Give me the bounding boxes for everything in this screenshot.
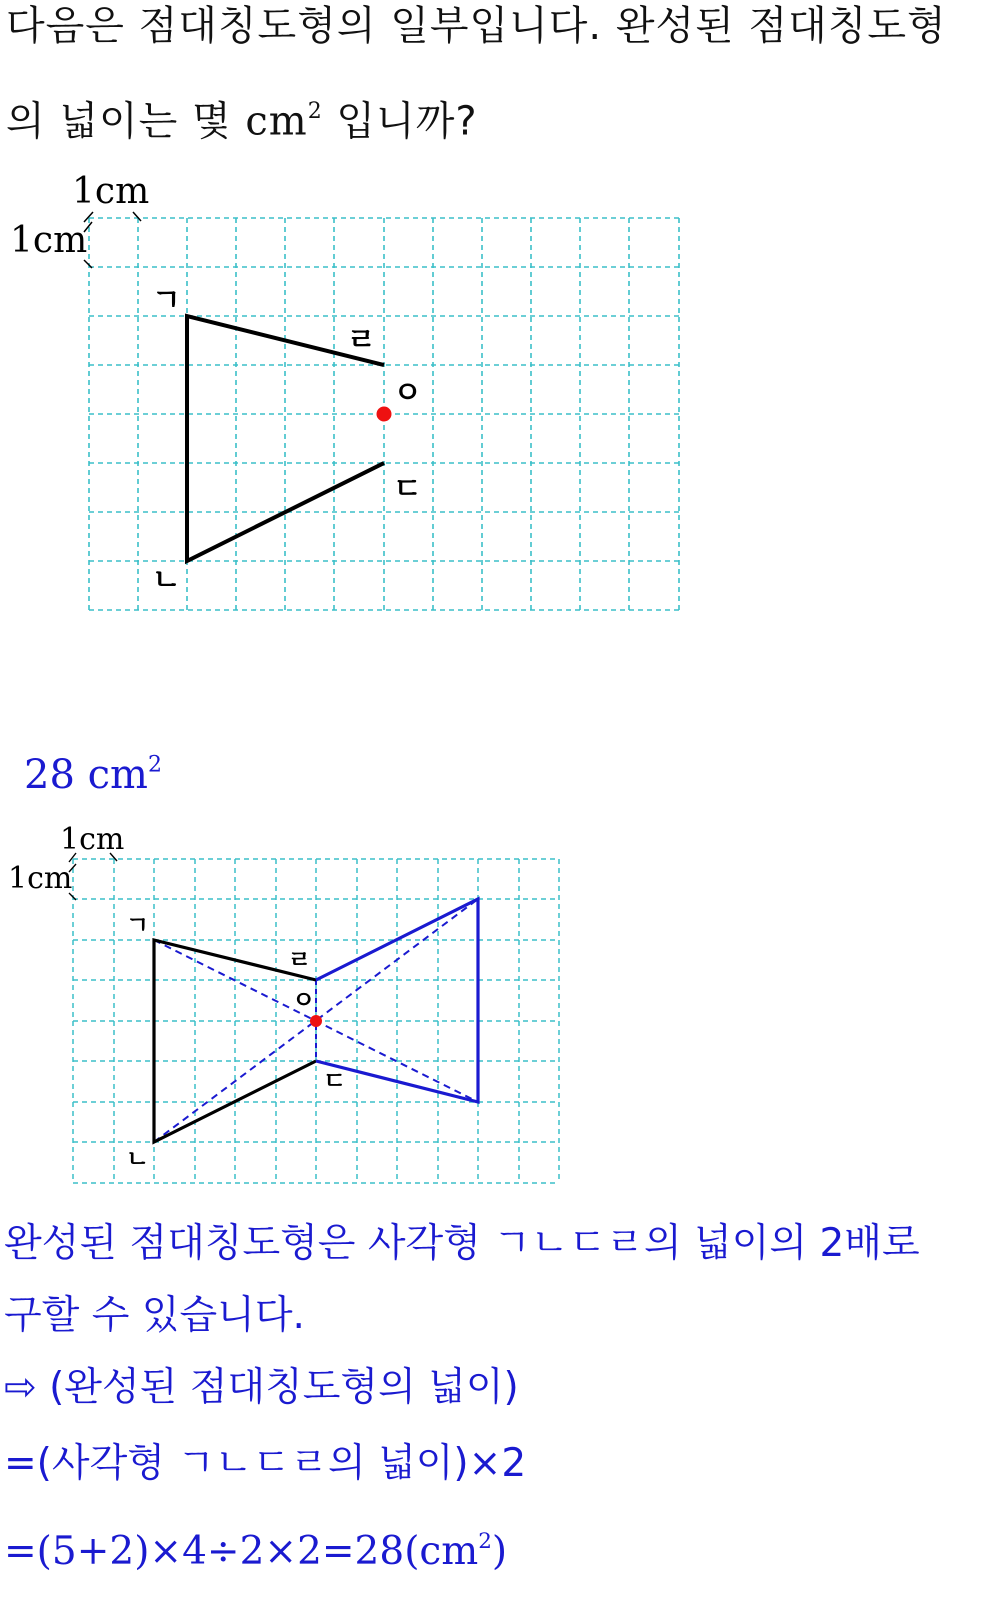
answer-exponent: 2 <box>147 752 162 778</box>
solution-close: ) <box>491 1529 508 1575</box>
vertex-label-o: ㅇ <box>393 376 422 411</box>
vertex-label-n: ㄴ <box>152 563 181 598</box>
unit-label-top: 1cm <box>60 822 125 857</box>
vertex-label-n: ㄴ <box>126 1145 150 1173</box>
solution-line-2: 구할 수 있습니다. <box>4 1293 305 1338</box>
question-line-2 <box>6 88 478 146</box>
vertex-label-g: ㄱ <box>152 283 181 318</box>
unit-label-left: 1cm <box>10 220 88 261</box>
unit-cm: cm <box>245 98 308 145</box>
figure-2-grid-diagram <box>0 820 600 1190</box>
unit-label-left: 1cm <box>8 861 73 896</box>
solution-line-4: =(사각형 ㄱㄴㄷㄹ의 넓이)×2 <box>4 1441 527 1486</box>
vertex-label-d: ㄷ <box>323 1067 347 1095</box>
question-suffix: 입니까? <box>322 98 478 145</box>
solution-line-3: ⇨ (완성된 점대칭도형의 넓이) <box>4 1365 519 1410</box>
solution-exponent: 2 <box>478 1529 492 1554</box>
answer-value: 28 cm <box>24 752 148 798</box>
answer <box>24 752 162 798</box>
vertex-label-r: ㄹ <box>288 946 312 974</box>
unit-label-top: 1cm <box>72 171 150 212</box>
solution-formula: =(5+2)×4÷2×2=28(cm <box>4 1529 479 1575</box>
center-point <box>310 1015 322 1027</box>
vertex-label-r: ㄹ <box>347 323 376 358</box>
solution-line-1: 완성된 점대칭도형은 사각형 ㄱㄴㄷㄹ의 넓이의 2배로 <box>4 1221 920 1266</box>
vertex-label-d: ㄷ <box>393 472 422 507</box>
vertex-label-o: ㅇ <box>292 986 316 1014</box>
unit-exponent: 2 <box>307 99 323 124</box>
center-point <box>377 407 392 422</box>
question-line-1: 다음은 점대칭도형의 일부입니다. 완성된 점대칭도형 <box>6 3 947 49</box>
vertex-label-g: ㄱ <box>126 911 150 939</box>
solution-line-5 <box>4 1518 507 1576</box>
figure-1-grid-diagram <box>0 170 720 630</box>
unit-top-bracket <box>84 212 141 222</box>
question-text: 의 넓이는 몇 <box>6 98 246 145</box>
